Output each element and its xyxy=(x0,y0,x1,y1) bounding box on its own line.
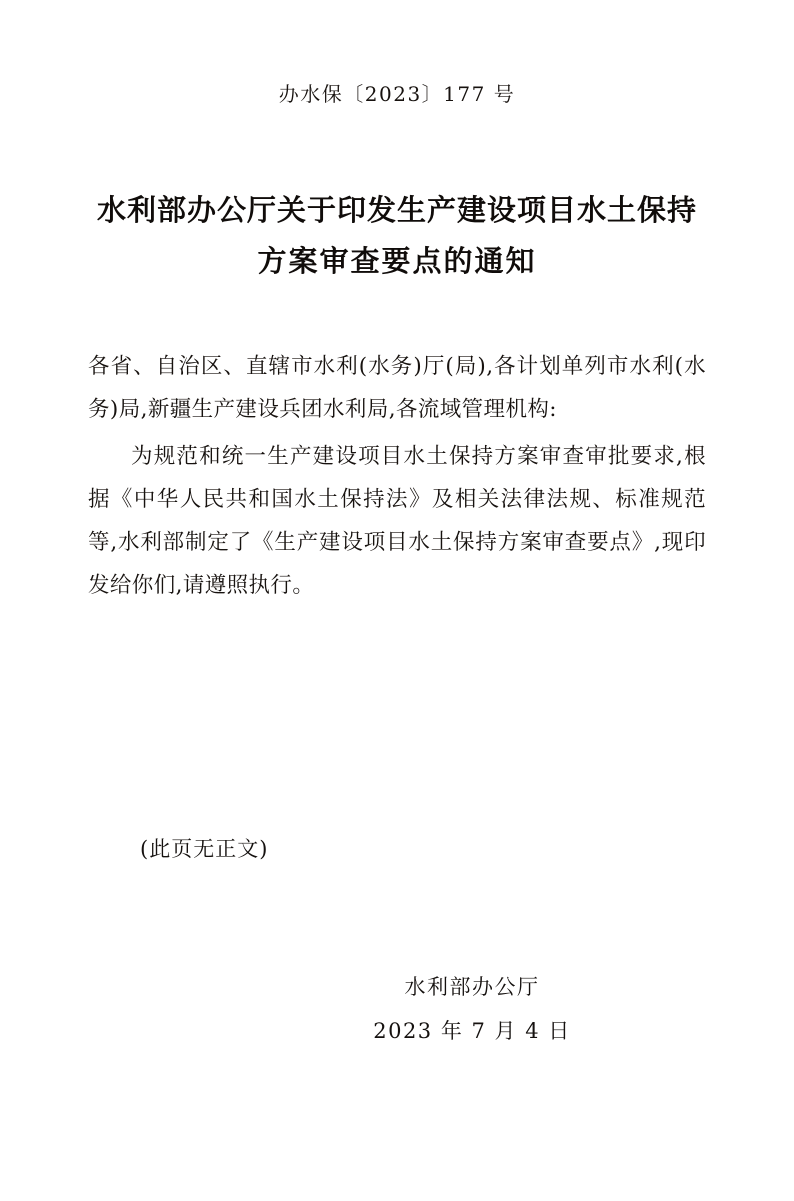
document-number: 办水保〔2023〕177 号 xyxy=(278,82,516,106)
signature-block xyxy=(88,971,706,1045)
page-title xyxy=(88,185,706,287)
page-title-line-2: 方案审查要点的通知 xyxy=(257,243,537,278)
no-text-note: (此页无正文) xyxy=(140,836,269,861)
main-paragraph: 为规范和统一生产建设项目水土保持方案审查审批要求,根据《中华人民共和国水土保持法》及相关法律法规、标准规范等,水利部制定了《生产建设项目水土保持方案审查要点》,现印发给你们,请遵照执行。 xyxy=(88,443,706,598)
document-body xyxy=(88,345,706,607)
document-page xyxy=(0,78,794,1201)
page-title-line-1: 水利部办公厅关于印发生产建设项目水土保持 xyxy=(96,193,697,227)
recipient-paragraph: 各省、自治区、直辖市水利(水务)厅(局),各计划单列市水利(水务)局,新疆生产建设兵团水利局,各流域管理机构: xyxy=(88,353,706,422)
signature-date: 2023 年 7 月 4 日 xyxy=(373,1018,571,1043)
signature-organization: 水利部办公厅 xyxy=(404,974,540,999)
